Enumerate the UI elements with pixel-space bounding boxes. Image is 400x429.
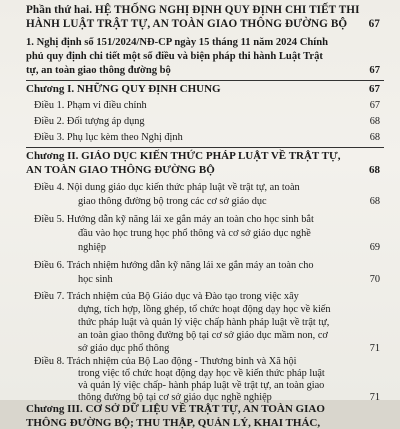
toc-chapter-heading [26, 418, 400, 429]
toc-article [34, 357, 400, 367]
toc-line-text: Phần thứ hai. HỆ THỐNG NGHỊ ĐỊNH QUY ĐỊNH CHI TIẾT THI [26, 4, 360, 16]
toc-line-text: THÔNG ĐƯỜNG BỘ; THU THẬP, QUẢN LÝ, KHAI THÁC, [26, 417, 321, 429]
toc-line-text: Chương I. NHỮNG QUY ĐỊNH CHUNG [26, 83, 221, 95]
toc-line-text: HÀNH LUẬT TRẬT TỰ, AN TOÀN GIAO THÔNG ĐƯỜNG BỘ [26, 18, 348, 30]
toc-line-text: dựng, tích hợp, lồng ghép, tổ chức hoạt động dạy học về kiến [78, 304, 331, 315]
toc-line-text: tự, an toàn giao thông đường bộ [26, 65, 171, 76]
toc-line-text: an toàn giao thông đường bộ tại cơ sở giáo dục mầm non, cơ [78, 330, 328, 341]
toc-decree-heading [26, 52, 400, 63]
toc-article [34, 133, 400, 143]
toc-line-text: AN TOÀN GIAO THÔNG ĐƯỜNG BỘ [26, 164, 215, 176]
toc-page-number: 67 [369, 83, 380, 95]
toc-article [78, 305, 400, 315]
toc-decree-heading [26, 38, 400, 49]
toc-article [34, 117, 400, 127]
toc-page-number: 67 [368, 18, 380, 30]
toc-chapter-heading [26, 151, 400, 162]
toc-line-text: Điều 1. Phạm vi điều chỉnh [34, 100, 147, 111]
toc-article [78, 275, 400, 285]
toc-line-text: đầu vào học trung học phổ thông và cơ sở giáo dục nghề [78, 228, 311, 239]
toc-article [34, 101, 400, 111]
toc-line-text: nghiệp [78, 242, 107, 253]
toc-article [78, 393, 400, 403]
toc-article [78, 318, 400, 328]
toc-line-text: Điều 6. Trách nhiệm hướng dẫn kỹ năng lái xe gắn máy an toàn cho [34, 260, 314, 271]
toc-article [78, 331, 400, 341]
toc-article [78, 243, 400, 253]
toc-line-text: Điều 8. Trách nhiệm của Bộ Lao động - Thương binh và Xã hội [34, 356, 297, 367]
toc-article [78, 197, 400, 207]
toc-page-number: 71 [369, 343, 380, 354]
toc-line-text: thông đường bộ tại cơ sở giáo dục nghề nghiệp [78, 392, 272, 403]
toc-line-text: Chương III. CƠ SỞ DỮ LIỆU VỀ TRẬT TỰ, AN TOÀN GIAO [26, 403, 325, 415]
toc-article [34, 292, 400, 302]
toc-line-text: giao thông đường bộ trong các cơ sở giáo dục [78, 196, 267, 207]
toc-article [78, 344, 400, 354]
toc-line-text: Điều 3. Phụ lục kèm theo Nghị định [34, 132, 183, 143]
toc-page-number: 67 [369, 65, 380, 76]
toc-page-number: 71 [369, 392, 380, 403]
toc-decree-heading [26, 66, 400, 77]
toc-line-text: Chương II. GIÁO DỤC KIẾN THỨC PHÁP LUẬT VỀ TRẬT TỰ, [26, 150, 341, 162]
toc-article [78, 381, 400, 391]
toc-article [34, 215, 400, 225]
toc-page-number: 69 [369, 242, 380, 253]
toc-line-text: Điều 4. Nội dung giáo dục kiến thức pháp luật về trật tự, an toàn [34, 182, 300, 193]
toc-line-text: thức pháp luật và quản lý việc chấp hành pháp luật về trật tự, [78, 317, 330, 328]
toc-article [78, 369, 400, 379]
toc-line-text: Điều 2. Đối tượng áp dụng [34, 116, 145, 127]
toc-line-text: phủ quy định chi tiết một số điều và biện pháp thi hành Luật Trật [26, 51, 323, 62]
toc-line-text: học sinh [78, 274, 113, 285]
toc-line-text: 1. Nghị định số 151/2024/NĐ-CP ngày 15 tháng 11 năm 2024 Chính [26, 37, 328, 48]
toc-line-text: Điều 5. Hướng dẫn kỹ năng lái xe gắn máy an toàn cho học sinh bắt [34, 214, 314, 225]
toc-part-title [26, 19, 400, 30]
toc-page-number: 67 [369, 100, 380, 111]
toc-chapter-heading [26, 84, 400, 95]
toc-chapter-heading [26, 165, 400, 176]
toc-line-text: trong việc tổ chức hoạt động dạy học về kiến thức pháp luật [78, 368, 325, 379]
toc-article [78, 229, 400, 239]
divider [26, 80, 384, 81]
toc-part-title [26, 5, 400, 16]
toc-line-text: và quản lý việc chấp- hành pháp luật về trật tự, an toàn giao [78, 380, 325, 391]
toc-chapter-heading [26, 404, 400, 415]
divider [26, 147, 384, 148]
toc-line-text: sở giáo dục phổ thông [78, 343, 170, 354]
toc-page-number: 68 [369, 196, 380, 207]
toc-page-number: 68 [369, 116, 380, 127]
toc-page-number: 68 [369, 132, 380, 143]
toc-article [34, 261, 400, 271]
toc-article [34, 183, 400, 193]
toc-page-number: 68 [369, 164, 380, 176]
toc-line-text: Điều 7. Trách nhiệm của Bộ Giáo dục và Đào tạo trong việc xây [34, 291, 299, 302]
toc-page-number: 70 [369, 274, 380, 285]
